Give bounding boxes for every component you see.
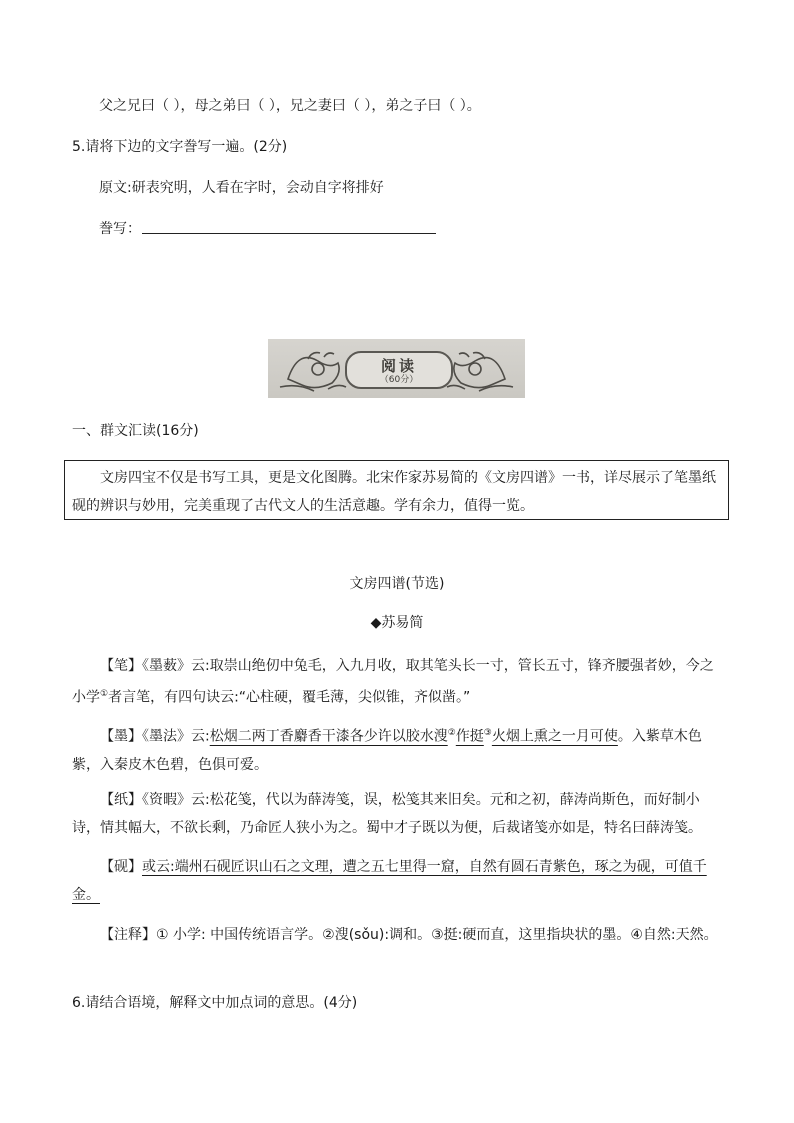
paragraph-ink <box>72 719 722 779</box>
paragraph-pen <box>72 652 722 712</box>
article-author: ◆苏易简 <box>370 615 424 631</box>
tag-ink: 【墨】 <box>100 728 142 745</box>
tag-pen: 【笔】 <box>100 658 142 674</box>
q5-copy-label: 誊写： <box>99 221 141 237</box>
banner-title: 阅读 <box>380 357 417 375</box>
tag-notes: 【注释】 <box>100 927 156 943</box>
q4-answer-line: 父之兄曰（ ），母之弟曰（ ），兄之妻曰（ ），弟之子曰（ ）。 <box>99 98 481 114</box>
pen-text: 《墨薮》云:取崇山绝仞中兔毛，入九月收，取其笔头长一寸，管长五寸，锋齐腰强者妙，今之小学 <box>72 658 714 706</box>
note-mark-3: ③ <box>483 728 492 738</box>
q5-question: 5.请将下边的文字誊写一遍。(2分) <box>72 139 288 155</box>
ink-underline-3: 火烟上熏之一月可使 <box>491 728 618 745</box>
banner-plate <box>345 351 453 389</box>
intro-text: 文房四宝不仅是书写工具，更是文化图腾。北宋作家苏易简的《文房四谱》一书，详尽展示了笔墨纸砚的辨识与妙用，完美重现了古代文人的生活意趣。学有余力，值得一览。 <box>72 470 716 514</box>
tag-paper: 【纸】 <box>100 792 142 808</box>
paragraph-inkstone <box>72 853 722 909</box>
article-title: 文房四谱(节选) <box>349 576 445 592</box>
paragraph-paper <box>72 786 722 842</box>
paragraph-notes <box>72 921 722 949</box>
note-mark-2: ② <box>447 728 456 738</box>
ink-underline-1: 松烟二两丁香麝香干漆各少许以胶水溲 <box>209 728 448 745</box>
ink-post: 。入紫草木色紫，入秦皮木色碧，色俱可爱。 <box>72 728 702 773</box>
notes-text: ① 小学: 中国传统语言学。②溲(sǒu):调和。③挺:硬而直，这里指块状的墨。④自然:天然。 <box>156 927 718 943</box>
pen-text-2: 者言笔，有四句诀云:“心柱硬，覆毛薄，尖似锥，齐似凿。” <box>108 689 471 706</box>
note-mark-1: ① <box>100 689 109 699</box>
ink-underline-2: 作挺 <box>455 728 484 745</box>
tag-inkstone: 【砚】 <box>100 859 142 875</box>
section-title: 一、群文汇读(16分) <box>72 423 199 439</box>
reading-section-banner <box>268 339 525 398</box>
q5-original-text: 原文:研表究明，人看在字时，会动自字将排好 <box>99 180 384 196</box>
intro-box <box>64 460 729 520</box>
inkstone-underlined: 或云:端州石砚匠识山石之文理，遭之五七里得一窟，自然有圆石青紫色，琢之为砚，可值千金。 <box>72 859 707 903</box>
q6-question: 6.请结合语境，解释文中加点词的意思。(4分) <box>72 995 358 1011</box>
q5-answer-blank[interactable] <box>142 233 436 234</box>
ink-pre: 《墨法》云: <box>142 728 210 745</box>
banner-score: （60分） <box>379 375 419 385</box>
paper-text: 《资暇》云:松花笺，代以为薛涛笺，误，松笺其来旧矣。元和之初，薛涛尚斯色，而好制小诗，情其幅大，不欲长剩，乃命匠人狭小为之。蜀中才子既以为便，后裁诸笺亦如是，特名曰薛涛笺。 <box>72 792 702 836</box>
